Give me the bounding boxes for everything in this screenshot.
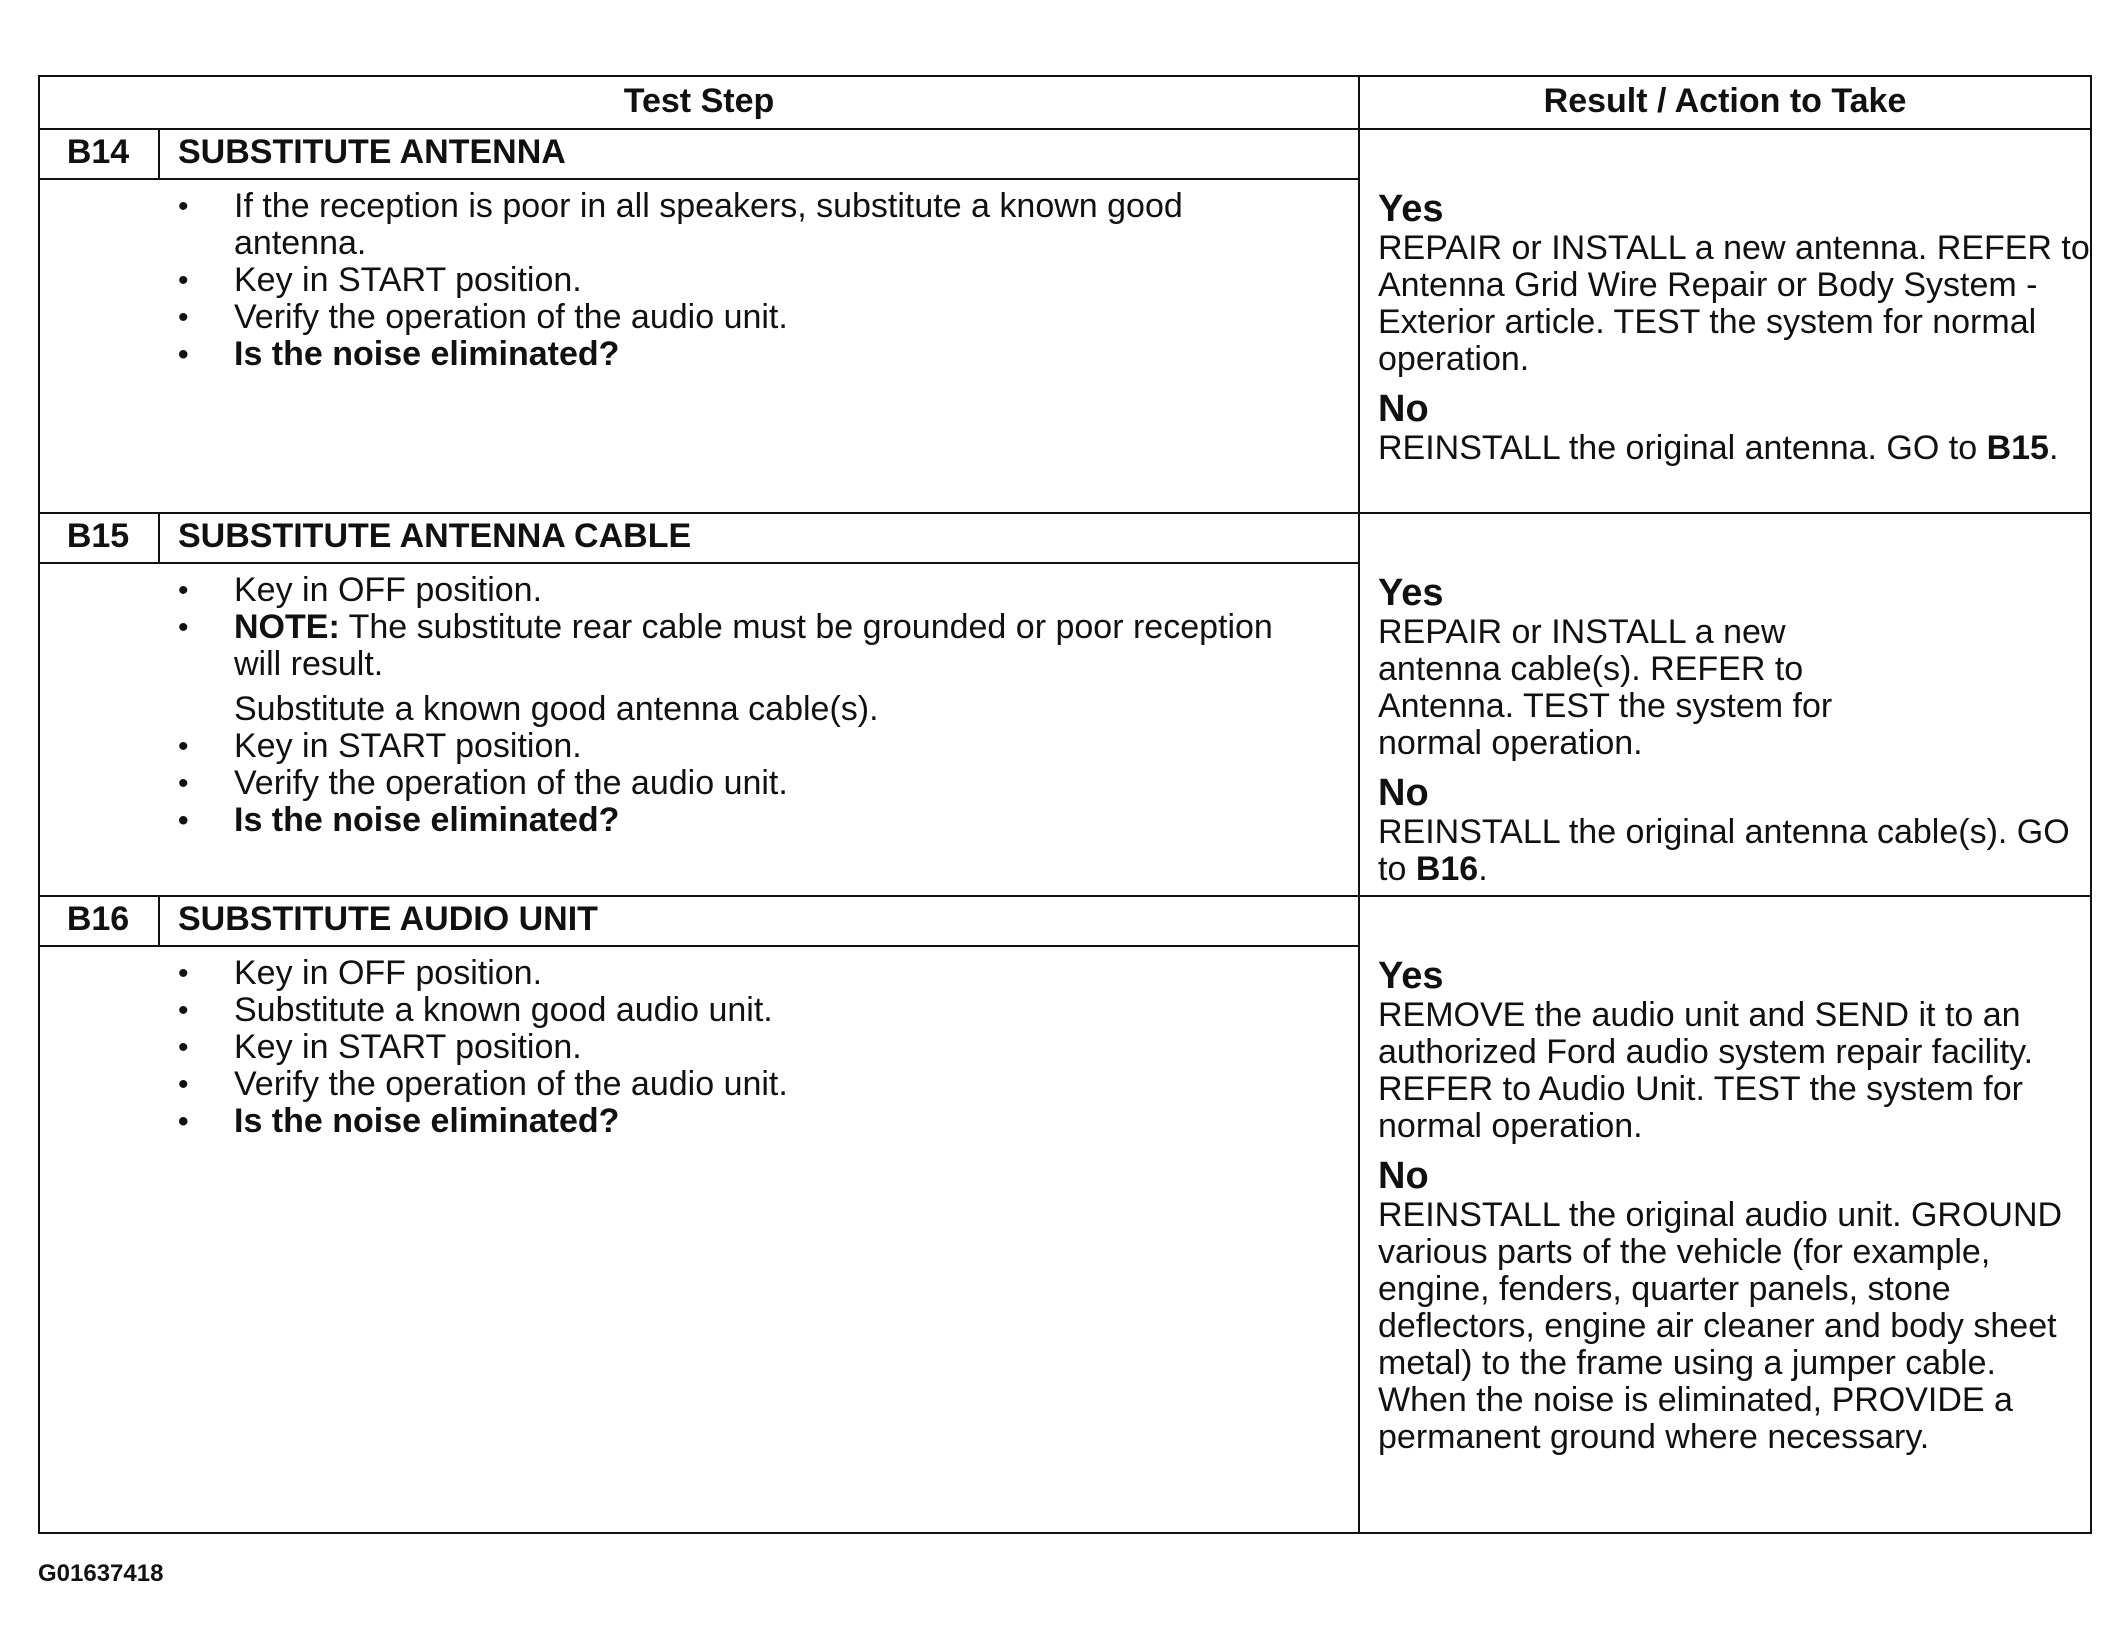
list-item: • Key in START position. bbox=[178, 1029, 1298, 1066]
no-label: No bbox=[1378, 388, 1429, 430]
question-item: • Is the noise eliminated? bbox=[178, 1103, 1298, 1140]
question-item: • Is the noise eliminated? bbox=[178, 802, 1298, 839]
step-separator bbox=[38, 895, 2092, 897]
header-divider bbox=[38, 128, 2092, 130]
step-instructions bbox=[178, 188, 1298, 373]
list-item: • Substitute a known good audio unit. bbox=[178, 992, 1298, 1029]
goto-step-link: B15 bbox=[1986, 429, 2049, 467]
figure-code: G01637418 bbox=[38, 1560, 164, 1587]
step-id: B14 bbox=[66, 133, 130, 171]
title-underline bbox=[38, 562, 1360, 564]
note-item: • NOTE: The substitute rear cable must be grounded or poor reception will result. bbox=[178, 609, 1284, 683]
list-item: • Verify the operation of the audio unit. bbox=[178, 765, 1298, 802]
table-left-border bbox=[38, 75, 40, 1534]
header-result-action: Result / Action to Take bbox=[1543, 82, 1907, 120]
step-instructions bbox=[178, 572, 1298, 839]
yes-label: Yes bbox=[1378, 955, 1444, 997]
title-underline bbox=[38, 178, 1360, 180]
list-item: • Key in OFF position. bbox=[178, 955, 1298, 992]
column-divider bbox=[1358, 75, 1360, 1534]
header-test-step: Test Step bbox=[623, 82, 775, 120]
result-block bbox=[1378, 955, 2098, 1456]
result-block bbox=[1378, 188, 2098, 467]
list-item: • Key in START position. bbox=[178, 262, 1298, 299]
no-action: REINSTALL the original antenna. GO to B15. bbox=[1378, 429, 2059, 467]
title-underline bbox=[38, 945, 1360, 947]
table-top-border bbox=[38, 75, 2092, 77]
step-id: B15 bbox=[66, 517, 130, 555]
question-item: • Is the noise eliminated? bbox=[178, 336, 1298, 373]
list-item: • If the reception is poor in all speakers, substitute a known good antenna. bbox=[178, 188, 1284, 262]
goto-step-link: B16 bbox=[1415, 850, 1479, 888]
list-item: Substitute a known good antenna cable(s). bbox=[234, 690, 879, 728]
no-label: No bbox=[1378, 1155, 1429, 1197]
step-instructions bbox=[178, 955, 1298, 1140]
step-title: SUBSTITUTE ANTENNA bbox=[178, 133, 566, 171]
result-block bbox=[1378, 572, 2098, 888]
list-item: • Key in OFF position. bbox=[178, 572, 1298, 609]
id-divider bbox=[158, 512, 160, 564]
no-action: REINSTALL the original audio unit. GROUND various parts of the vehicle (for example, engine, fenders, quarter panels, stone deflectors, engine air cleaner and body sheet metal) to the frame using a jumper cable. When the noise is eliminated, PROVIDE a permanent ground where necessary. bbox=[1378, 1196, 2063, 1456]
yes-action: REPAIR or INSTALL a new antenna cable(s). REFER to Antenna. TEST the system for normal operation. bbox=[1378, 613, 1833, 762]
yes-label: Yes bbox=[1378, 572, 1444, 614]
list-item: • Verify the operation of the audio unit. bbox=[178, 299, 1298, 336]
no-label: No bbox=[1378, 772, 1429, 814]
table-bottom-border bbox=[38, 1532, 2092, 1534]
id-divider bbox=[158, 128, 160, 180]
step-title: SUBSTITUTE AUDIO UNIT bbox=[178, 900, 598, 938]
list-item: • Key in START position. bbox=[178, 728, 1298, 765]
yes-action: REMOVE the audio unit and SEND it to an authorized Ford audio system repair facility. REFER to Audio Unit. TEST the system for normal operation. bbox=[1378, 996, 2034, 1145]
step-title: SUBSTITUTE ANTENNA CABLE bbox=[178, 517, 692, 555]
yes-label: Yes bbox=[1378, 188, 1444, 230]
step-id: B16 bbox=[66, 900, 130, 938]
step-separator bbox=[38, 512, 2092, 514]
no-action: REINSTALL the original antenna cable(s). GO to B16. bbox=[1378, 813, 2070, 888]
yes-action: REPAIR or INSTALL a new antenna. REFER to Antenna Grid Wire Repair or Body System - Exterior article. TEST the system for normal operation. bbox=[1378, 229, 2090, 378]
id-divider bbox=[158, 895, 160, 947]
list-item: • Verify the operation of the audio unit. bbox=[178, 1066, 1298, 1103]
